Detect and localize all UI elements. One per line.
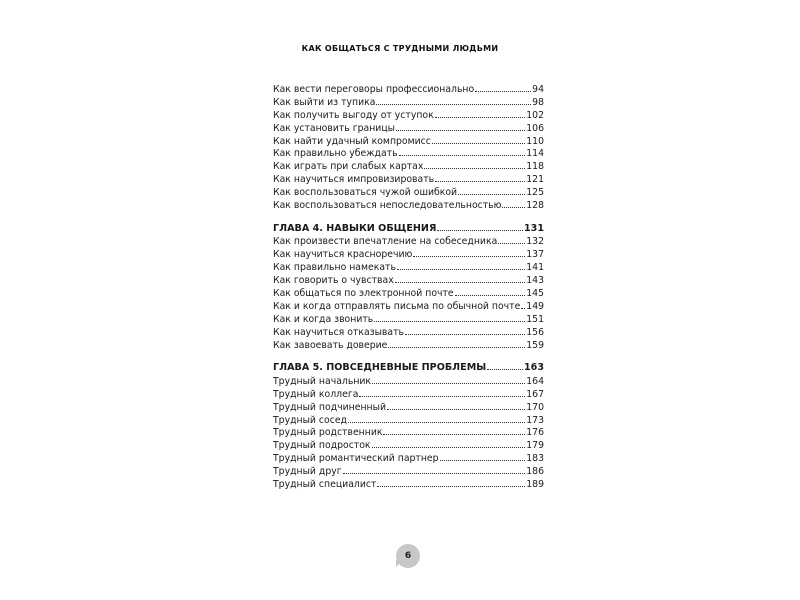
toc-page-number: 114 xyxy=(526,148,544,160)
toc-page-number: 102 xyxy=(526,109,544,121)
toc-entry xyxy=(273,402,544,415)
toc-page-number: 183 xyxy=(526,453,544,465)
toc-entry-title: Как играть при слабых картах xyxy=(273,161,424,173)
toc-dot-leader xyxy=(388,346,525,348)
toc-dot-leader xyxy=(487,368,523,370)
toc-dot-leader xyxy=(498,242,525,244)
toc-entry xyxy=(273,148,544,161)
toc-page-number: 118 xyxy=(526,161,544,173)
toc-page-number: 125 xyxy=(526,187,544,199)
toc-entry xyxy=(273,479,544,492)
toc-entry xyxy=(273,389,544,402)
toc-page-number: 128 xyxy=(526,200,544,212)
toc-dot-leader xyxy=(435,116,526,118)
toc-page-number: 151 xyxy=(526,313,544,325)
toc-page-number: 137 xyxy=(526,249,544,261)
toc-entry-title: Трудный подросток xyxy=(273,440,371,452)
toc-dot-leader xyxy=(387,408,525,410)
toc-page-number: 164 xyxy=(526,375,544,387)
toc-chapter-heading xyxy=(273,221,544,237)
toc-entry-title: Как воспользоваться чужой ошибкой xyxy=(273,187,458,199)
toc-dot-leader xyxy=(396,129,525,131)
toc-dot-leader xyxy=(397,268,525,270)
toc-entry-title: Трудный начальник xyxy=(273,375,372,387)
toc-dot-leader xyxy=(435,180,525,182)
toc-entry xyxy=(273,376,544,389)
toc-page-number: 110 xyxy=(526,135,544,147)
toc-entry xyxy=(273,97,544,110)
toc-entry xyxy=(273,200,544,213)
page-number: 6 xyxy=(404,551,412,561)
toc-dot-leader xyxy=(437,229,523,231)
toc-entry xyxy=(273,84,544,97)
toc-dot-leader xyxy=(405,333,525,335)
toc-entry-title: Трудный романтический партнер xyxy=(273,453,439,465)
toc-page-number: 143 xyxy=(526,275,544,287)
toc-page-number: 163 xyxy=(523,362,544,374)
toc-chapter-heading xyxy=(273,360,544,376)
toc-entry xyxy=(273,275,544,288)
toc-entry-title: Как получить выгоду от уступок xyxy=(273,109,434,121)
toc-dot-leader xyxy=(374,320,525,322)
toc-entry xyxy=(273,440,544,453)
toc-entry xyxy=(273,174,544,187)
toc-entry-title: Как и когда отправлять письма по обычной почте xyxy=(273,300,521,312)
toc-dot-leader xyxy=(413,255,525,257)
toc-dot-leader xyxy=(372,382,525,384)
toc-page-number: 167 xyxy=(526,388,544,400)
toc-entry-title: Как завоевать доверие xyxy=(273,339,388,351)
toc-page-number: 173 xyxy=(526,414,544,426)
toc-entry xyxy=(273,136,544,149)
toc-dot-leader xyxy=(376,103,531,105)
page-number-badge xyxy=(396,544,420,568)
toc-entry-title: Трудный специалист xyxy=(273,479,377,491)
toc-entry xyxy=(273,314,544,327)
toc-page-number: 106 xyxy=(526,122,544,134)
toc-dot-leader xyxy=(359,395,525,397)
toc-entry xyxy=(273,327,544,340)
toc-page-number: 156 xyxy=(526,326,544,338)
toc-section xyxy=(273,84,544,213)
toc-entry xyxy=(273,110,544,123)
toc-chapter-title: ГЛАВА 4. НАВЫКИ ОБЩЕНИЯ xyxy=(273,222,437,234)
toc-dot-leader xyxy=(399,154,526,156)
toc-dot-leader xyxy=(502,206,525,208)
toc-dot-leader xyxy=(458,193,525,195)
toc-entry-title: Как выйти из тупика xyxy=(273,96,376,108)
toc-dot-leader xyxy=(424,167,525,169)
toc-entry xyxy=(273,236,544,249)
toc-entry-title: Как правильно намекать xyxy=(273,262,396,274)
toc-entry xyxy=(273,301,544,314)
toc-entry xyxy=(273,466,544,479)
toc-page-number: 94 xyxy=(532,84,544,95)
toc-entry xyxy=(273,340,544,353)
toc-dot-leader xyxy=(432,142,525,144)
toc-entry xyxy=(273,288,544,301)
toc-dot-leader xyxy=(475,90,531,92)
toc-entry xyxy=(273,249,544,262)
toc-dot-leader xyxy=(521,307,525,309)
toc-entry-title: Как правильно убеждать xyxy=(273,148,398,160)
toc-entry xyxy=(273,427,544,440)
toc-entry-title: Как произвести впечатление на собеседника xyxy=(273,236,498,248)
toc-entry-title: Как научиться отказывать xyxy=(273,326,405,338)
toc-page-number: 186 xyxy=(526,466,544,478)
toc-dot-leader xyxy=(377,485,525,487)
toc-entry-title: Как говорить о чувствах xyxy=(273,275,394,287)
toc-page-number: 141 xyxy=(526,262,544,274)
table-of-contents xyxy=(273,84,544,492)
toc-entry xyxy=(273,187,544,200)
toc-page-number: 121 xyxy=(526,174,544,186)
toc-page-number: 189 xyxy=(526,479,544,491)
toc-dot-leader xyxy=(348,421,525,423)
toc-entry-title: Как научиться импровизировать xyxy=(273,174,435,186)
toc-page-number: 179 xyxy=(526,440,544,452)
toc-entry-title: Как воспользоваться непоследовательностью xyxy=(273,200,502,212)
toc-entry-title: Как найти удачный компромисс xyxy=(273,135,431,147)
toc-dot-leader xyxy=(395,281,526,283)
toc-dot-leader xyxy=(343,472,526,474)
toc-entry xyxy=(273,161,544,174)
toc-section xyxy=(273,221,544,353)
toc-dot-leader xyxy=(455,294,526,296)
toc-page-number: 149 xyxy=(526,300,545,312)
toc-entry-title: Трудный родственник xyxy=(273,427,383,439)
toc-page-number: 159 xyxy=(526,339,544,351)
toc-entry-title: Трудный коллега xyxy=(273,388,359,400)
toc-entry-title: Трудный друг xyxy=(273,466,342,478)
toc-entry-title: Как вести переговоры профессионально xyxy=(273,84,475,95)
toc-entry xyxy=(273,262,544,275)
toc-entry xyxy=(273,415,544,428)
toc-page-number: 132 xyxy=(526,236,544,248)
toc-entry xyxy=(273,123,544,136)
toc-entry-title: Как общаться по электронной почте xyxy=(273,287,454,299)
toc-dot-leader xyxy=(440,459,526,461)
toc-entry-title: Как установить границы xyxy=(273,122,396,134)
toc-dot-leader xyxy=(383,433,525,435)
toc-page-number: 98 xyxy=(532,96,544,108)
toc-page-number: 170 xyxy=(526,401,544,413)
toc-entry-title: Как научиться красноречию xyxy=(273,249,413,261)
toc-section xyxy=(273,360,544,492)
toc-entry-title: Как и когда звонить xyxy=(273,313,374,325)
toc-entry-title: Трудный сосед xyxy=(273,414,347,426)
toc-dot-leader xyxy=(372,446,526,448)
toc-page-number: 176 xyxy=(526,427,544,439)
toc-entry xyxy=(273,453,544,466)
toc-chapter-title: ГЛАВА 5. ПОВСЕДНЕВНЫЕ ПРОБЛЕМЫ xyxy=(273,362,487,374)
toc-entry-title: Трудный подчиненный xyxy=(273,401,386,413)
toc-page-number: 131 xyxy=(523,222,544,234)
running-header: КАК ОБЩАТЬСЯ С ТРУДНЫМИ ЛЮДЬМИ xyxy=(301,44,499,53)
toc-page-number: 145 xyxy=(526,287,544,299)
